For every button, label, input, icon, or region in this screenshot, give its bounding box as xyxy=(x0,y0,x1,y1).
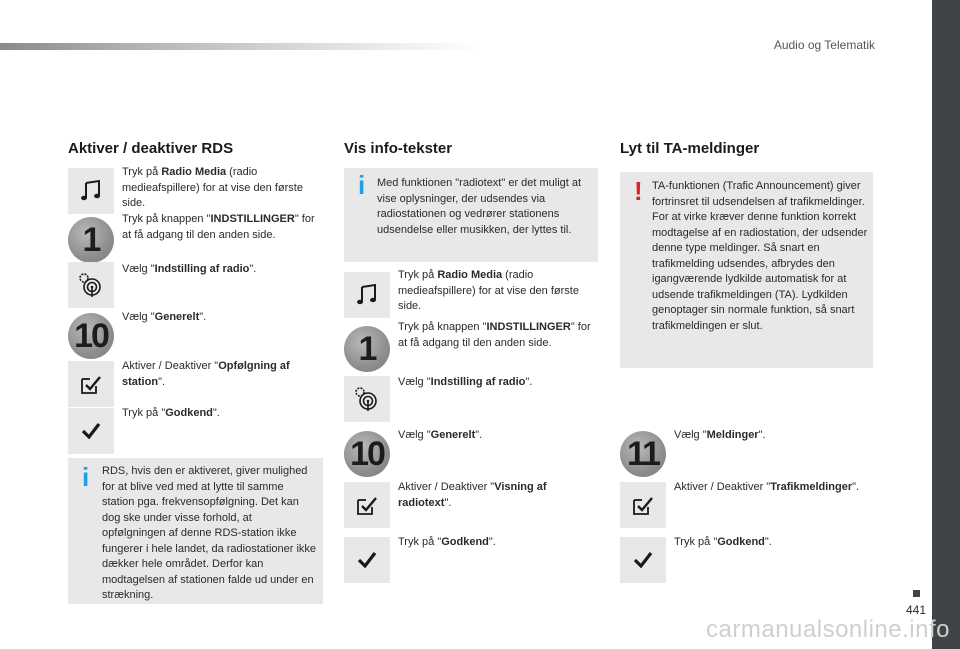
rds-step-toggle: Aktiver / Deaktiver "Opfølgning af station". xyxy=(122,360,290,388)
check-icon-box xyxy=(620,537,666,583)
header-gradient-bar xyxy=(0,43,480,50)
radiotext-step-toggle: Aktiver / Deaktiver "Visning af radiotext". xyxy=(398,481,547,509)
radio-settings-icon xyxy=(352,384,382,414)
rds-info-text: RDS, hvis den er aktiveret, giver mulighed for at blive ved med at lytte til samme station pga. frekvensopfølgning. Det kan dog ske under visse forhold, at opfølgningen af denne RDS-station ikke fungerer i hele landet, da radiostationer ikke dækker hele området. Derfor kan modtagelsen af stationen falde ud under en strækning. xyxy=(102,465,317,601)
section-title-ta: Lyt til TA-meldinger xyxy=(620,140,760,157)
music-icon-box xyxy=(344,272,390,318)
rds-step-general: Vælg "Generelt". xyxy=(122,311,207,323)
radiotext-info-box xyxy=(344,168,598,262)
check-icon-box xyxy=(344,537,390,583)
checkbox-icon-box xyxy=(620,482,666,528)
radio-icon-box xyxy=(344,376,390,422)
rds-step-radio-settings: Vælg "Indstilling af radio". xyxy=(122,263,257,275)
music-icon-box xyxy=(68,168,114,214)
checkbox-icon-box xyxy=(68,361,114,407)
ta-step-announcements: Vælg "Meldinger". xyxy=(674,429,766,441)
music-note-icon xyxy=(79,179,103,203)
info-icon: i xyxy=(358,170,366,200)
radiotext-step-settings: Tryk på knappen "INDSTILLINGER" for at få adgang til den anden side. xyxy=(398,321,591,349)
checkmark-icon xyxy=(80,420,102,442)
step-badge-11: 11 xyxy=(620,431,666,477)
section-title-info-text: Vis info-tekster xyxy=(344,140,453,157)
info-icon: i xyxy=(82,462,90,492)
radiotext-step-confirm: Tryk på "Godkend". xyxy=(398,536,496,548)
step-badge-10: 10 xyxy=(68,313,114,359)
checkbox-icon xyxy=(355,493,379,517)
checkbox-icon-box xyxy=(344,482,390,528)
ta-step-toggle: Aktiver / Deaktiver "Trafikmeldinger". xyxy=(674,481,860,493)
step-badge-10: 10 xyxy=(344,431,390,477)
radiotext-step-radio-media: Tryk på Radio Media (radio medieafspillere) for at vise den første side. xyxy=(398,269,579,312)
page-number: 441 xyxy=(905,603,926,617)
step-badge-1: 1 xyxy=(68,217,114,263)
rds-step-confirm: Tryk på "Godkend". xyxy=(122,407,220,419)
ta-warning-text: TA-funktionen (Trafic Announcement) giver fortrinsret til udsendelsen af trafikmeldinger. For at virke kræver denne funktion korrekt modtagelse af en radiostation, der udsender denne type meldinger. Så snart en trafikmelding udsendes, afbrydes den igangværende lydkilde automatisk for at udsende trafikmeldingen (TA). Lydkilden genoptager sin normale funktion, så snart trafikmeldingen er slut. xyxy=(652,180,868,332)
check-icon-box xyxy=(68,408,114,454)
checkmark-icon xyxy=(632,549,654,571)
step-badge-1: 1 xyxy=(344,326,390,372)
checkmark-icon xyxy=(356,549,378,571)
radiotext-step-radio-settings: Vælg "Indstilling af radio". xyxy=(398,376,533,388)
side-tab-bar xyxy=(932,0,960,649)
music-note-icon xyxy=(355,283,379,307)
radiotext-step-general: Vælg "Generelt". xyxy=(398,429,483,441)
rds-step-settings: Tryk på knappen "INDSTILLINGER" for at få adgang til den anden side. xyxy=(122,213,315,241)
rds-step-radio-media: Tryk på Radio Media (radio medieafspillere) for at vise den første side. xyxy=(122,166,303,209)
page-marker xyxy=(913,590,920,597)
rds-info-box xyxy=(68,458,323,604)
ta-step-confirm: Tryk på "Godkend". xyxy=(674,536,772,548)
chapter-title: Audio og Telematik xyxy=(773,38,875,52)
radio-settings-icon xyxy=(76,270,106,300)
radio-icon-box xyxy=(68,262,114,308)
checkbox-icon xyxy=(631,493,655,517)
ta-warning-box xyxy=(620,172,873,368)
checkbox-icon xyxy=(79,372,103,396)
warning-icon: ! xyxy=(634,176,643,206)
radiotext-info-text: Med funktionen "radiotext" er det muligt at vise oplysninger, der udsendes via radiostationen og vedrører stationens udsendelse eller musikken, der lyttes til. xyxy=(377,177,582,236)
section-title-rds: Aktiver / deaktiver RDS xyxy=(68,140,234,157)
watermark: carmanualsonline.info xyxy=(706,616,950,643)
